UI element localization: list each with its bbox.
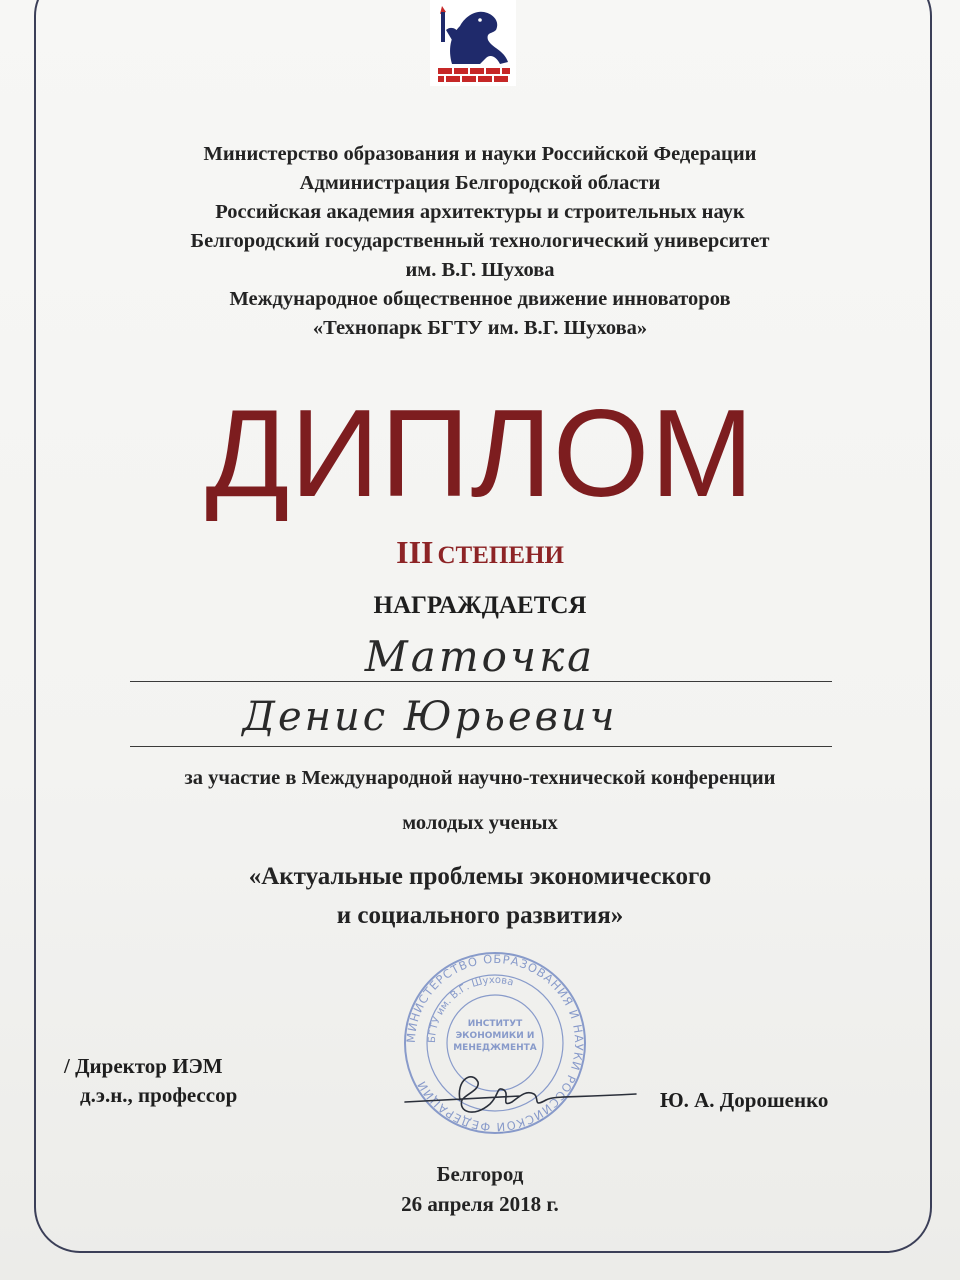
- diploma-title: ДИПЛОМ: [205, 385, 755, 523]
- reason-line-1: за участие в Международной научно-технической конференции: [184, 767, 776, 789]
- seal-outer-text: МИНИСТЕРСТВО ОБРАЗОВАНИЯ И НАУКИ РОССИЙСКОЙ ФЕДЕРАЦИИ: [403, 951, 587, 1135]
- org-line-ministry: Министерство образования и науки Российской Федерации: [203, 143, 757, 165]
- handwritten-signature: [400, 1060, 640, 1130]
- issue-city: Белгород: [436, 1162, 524, 1186]
- signatory-position: [64, 1052, 237, 1110]
- recipient-given-name: Денис Юрьевич: [242, 694, 618, 740]
- issue-date: 26 апреля 2018 г.: [401, 1192, 559, 1216]
- seal-center-text: ИНСТИТУТ ЭКОНОМИКИ И МЕНЕДЖМЕНТА: [453, 1019, 537, 1053]
- awarded-label: НАГРАЖДАЕТСЯ: [373, 592, 587, 619]
- recipient-surname: Маточка: [364, 632, 596, 681]
- conference-title-line-1: «Актуальные проблемы экономического: [248, 863, 712, 890]
- degree-word: СТЕПЕНИ: [437, 542, 564, 569]
- surname-underline: [130, 681, 832, 682]
- degree-number: III: [396, 534, 434, 570]
- org-line-university-name: им. В.Г. Шухова: [405, 259, 555, 281]
- belgorod-lion-emblem-icon: [430, 0, 516, 86]
- org-line-academy: Российская академия архитектуры и строительных наук: [215, 201, 745, 223]
- signatory-title: Директор ИЭМ: [75, 1054, 223, 1078]
- given-name-underline: [130, 746, 832, 747]
- conference-title-line-2: и социального развития»: [336, 902, 624, 929]
- signatory-position-line-2: д.э.н., профессор: [80, 1083, 238, 1107]
- seal-middle-text: БГТУ им. В.Г. Шухова: [426, 974, 515, 1044]
- signatory-name: Ю. А. Дорошенко: [660, 1088, 829, 1112]
- signatory-position-line-1: / Директор ИЭМ: [64, 1054, 223, 1078]
- org-line-university: Белгородский государственный технологический университет: [190, 230, 770, 252]
- org-line-movement: Международное общественное движение инноваторов: [229, 288, 731, 310]
- degree-label: [260, 534, 700, 571]
- reason-line-2: молодых ученых: [402, 812, 558, 834]
- org-line-technopark: «Технопарк БГТУ им. В.Г. Шухова»: [312, 317, 648, 339]
- org-line-administration: Администрация Белгородской области: [299, 172, 661, 194]
